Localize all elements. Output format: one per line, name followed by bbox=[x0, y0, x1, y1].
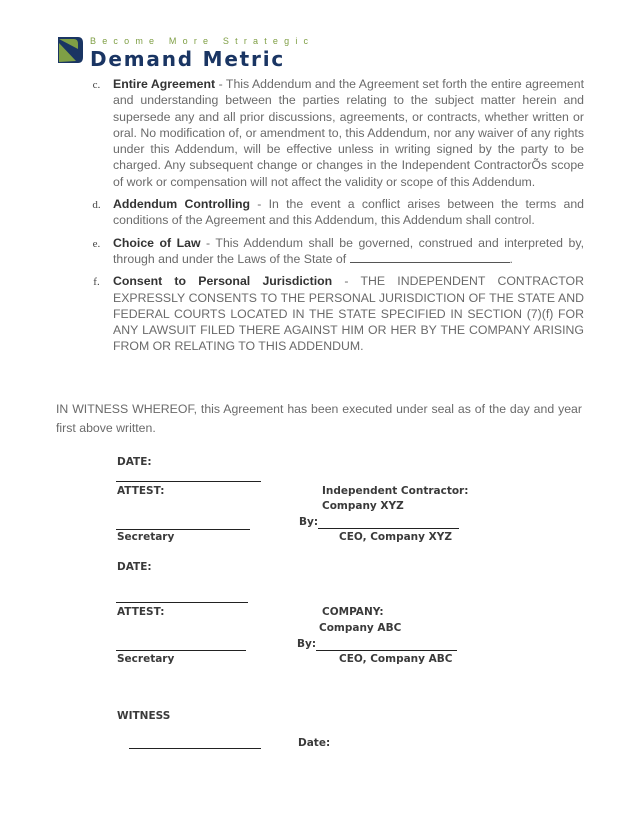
clause-text bbox=[113, 273, 584, 354]
attest-label: ATTEST: bbox=[117, 606, 165, 618]
clause-body: - This Addendum shall be governed, construed and interpreted by, through and under the Laws of the State of bbox=[113, 235, 585, 266]
by-label: By: bbox=[297, 638, 317, 650]
witness-label: WITNESS bbox=[117, 710, 171, 722]
company-name: Company ABC bbox=[319, 622, 402, 634]
witness-whereof-paragraph: IN WITNESS WHEREOF, this Agreement has been executed under seal as of the day and year first above written. bbox=[56, 402, 582, 435]
clause-body: - In the event a conflict arises between the terms and conditions of the Agreement and this Addendum, this Addendum shall control. bbox=[113, 197, 584, 228]
witness-date-label: Date: bbox=[298, 737, 331, 749]
state-blank-line bbox=[350, 252, 510, 263]
party-label: COMPANY: bbox=[322, 606, 384, 618]
clause-title: Consent to Personal Jurisdiction bbox=[113, 274, 333, 289]
clause-marker: d. bbox=[92, 199, 101, 212]
party-label: Independent Contractor: bbox=[322, 485, 469, 497]
logo-mark-icon bbox=[56, 35, 84, 65]
clause-title: Addendum Controlling bbox=[113, 197, 251, 212]
clause-body: - THE INDEPENDENT CONTRACTOR EXPRESSLY CONSENTS TO THE PERSONAL JURISDICTION OF THE STATE AND FEDERAL COURTS LOCATED IN THE STATE SPECIFIED IN SECTION (7)(f) FOR ANY LAWSUIT FILED THERE AGAINST HIM OR HER BY THE COMPANY ARISING FROM OR RELATING TO THIS ADDENDUM. bbox=[113, 274, 584, 354]
by-signature-line bbox=[318, 528, 459, 529]
by-label: By: bbox=[299, 516, 319, 528]
clause-choice-of-law bbox=[80, 235, 584, 268]
company-name: Company XYZ bbox=[322, 500, 404, 512]
logo-tagline: Become More Strategic bbox=[90, 36, 315, 46]
officer-title: CEO, Company ABC bbox=[339, 653, 453, 665]
clause-suffix: . bbox=[509, 251, 513, 266]
officer-title: CEO, Company XYZ bbox=[339, 531, 452, 543]
secretary-label: Secretary bbox=[117, 653, 175, 665]
date-signature-line bbox=[116, 481, 261, 482]
clause-personal-jurisdiction bbox=[80, 273, 584, 354]
clause-text bbox=[113, 235, 584, 268]
secretary-label: Secretary bbox=[117, 531, 175, 543]
date-label: DATE: bbox=[117, 561, 152, 573]
clause-entire-agreement bbox=[80, 76, 584, 190]
clause-text bbox=[113, 76, 584, 190]
logo-brand-name: Demand Metric bbox=[90, 47, 286, 71]
clause-list bbox=[80, 76, 584, 361]
secretary-signature-line bbox=[116, 650, 246, 651]
clause-title: Entire Agreement bbox=[113, 77, 216, 91]
clause-addendum-controlling bbox=[80, 196, 584, 229]
clause-text bbox=[113, 196, 584, 229]
clause-title: Choice of Law bbox=[113, 235, 201, 250]
demand-metric-logo bbox=[56, 35, 316, 69]
by-signature-line bbox=[316, 650, 457, 651]
clause-marker: f. bbox=[93, 276, 100, 289]
clause-marker: c. bbox=[92, 79, 101, 91]
date-label: DATE: bbox=[117, 456, 152, 468]
attest-label: ATTEST: bbox=[117, 485, 165, 497]
clause-marker: e. bbox=[92, 237, 101, 250]
witness-signature-line bbox=[129, 748, 261, 749]
secretary-signature-line bbox=[116, 529, 250, 530]
date-signature-line bbox=[116, 602, 248, 603]
clause-body: - This Addendum and the Agreement set forth the entire agreement and understanding between the parties relating to the subject matter herein and supersede any and all prior discussions, agreements, or contracts, whether written or oral. No modification of, or amendment to, this Addendum, nor any waiver of any rights under this Addendum, will be effective unless in writing signed by the party to be charged. Any subsequent change or changes in the Independent ContractorÕs scope of work or compensation will not affect the validity or scope of this Addendum. bbox=[113, 77, 584, 189]
